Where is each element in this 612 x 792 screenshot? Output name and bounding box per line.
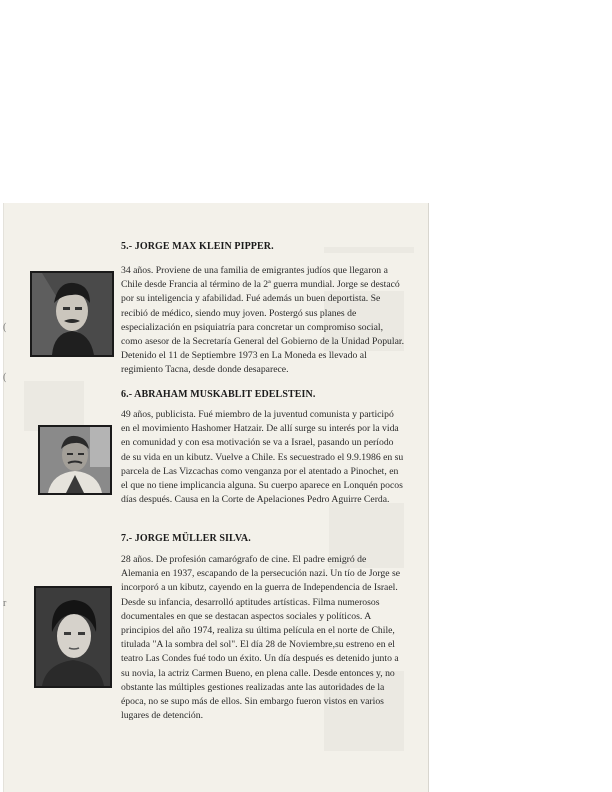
margin-mark: ( [3,372,7,383]
portrait-photo-abraham-muskablit [38,425,112,495]
bleed-through-shape [24,381,84,431]
section-heading-7: 7.- JORGE MÜLLER SILVA. [121,533,251,544]
margin-mark: r [3,598,7,609]
section-body-5: 34 años. Proviene de una familia de emigrantes judíos que llegaron a Chile desde Francia al término de la 2ª guerra mundial. Jorge se destacó por su inteligencia y afabilidad. Fué además un buen deportista. Se recibió de médico, siendo muy joven. Postergó sus planes de especialización en psiquiatría para concretar un compromiso social, como asesor de la Secretaría General del Gobierno de la Unidad Popular. Detenido el 11 de Septiembre 1973 en La Moneda es llevado al regimiento Tacna, desde donde desaparece. [121,265,404,376]
section-heading-6: 6.- ABRAHAM MUSKABLIT EDELSTEIN. [121,389,316,400]
section-body-7: 28 años. De profesión camarógrafo de cine. El padre emigró de Alemania en 1937, escapando de la persecución nazi. Un tío de Jorge se incorporó a un kibutz, cayendo en la guerra de Independencia de Israel. Desde su infancia, desarrolló aptitudes artísticas. Filma numerosos documentales en que se destacan aspectos sociales y políticos. A principios del año 1974, realiza su última película en el norte de Chile, titulada "A la sombra del sol". El día 28 de Noviembre,su estreno en el teatro Las Condes fué todo un éxito. Un día después es detenido junto a su novia, la actriz Carmen Bueno, en plena calle. Desde entonces y, no obstante las múltiples gestiones realizadas ante las autoridades de la época, no se supo más de ellos. Sin embargo fueron vistos en varios lugares de detención. [121,554,401,722]
portrait-photo-jorge-klein [30,271,114,357]
document-page [4,203,428,792]
section-body-6: 49 años, publicista. Fué miembro de la juventud comunista y participó en el movimiento Hashomer Hatzair. De allí surge su interés por la vida en comunidad y con esa motivación se va a Israel, pasando un período de su vida en un kibutz. Vuelve a Chile. Es secuestrado el 9.9.1986 en su parcela de Las Vizcachas como venganza por el atentado a Pinochet, en el que no tiene implicancia alguna. Su cuerpo aparece en Lonquén pocos días después. Causa en la Corte de Apelaciones Pedro Aguirre Cerda. [121,409,404,506]
margin-mark: ( [3,322,7,333]
bleed-through-shape [324,247,414,253]
section-heading-5: 5.- JORGE MAX KLEIN PIPPER. [121,241,274,252]
portrait-photo-jorge-muller [34,586,112,688]
